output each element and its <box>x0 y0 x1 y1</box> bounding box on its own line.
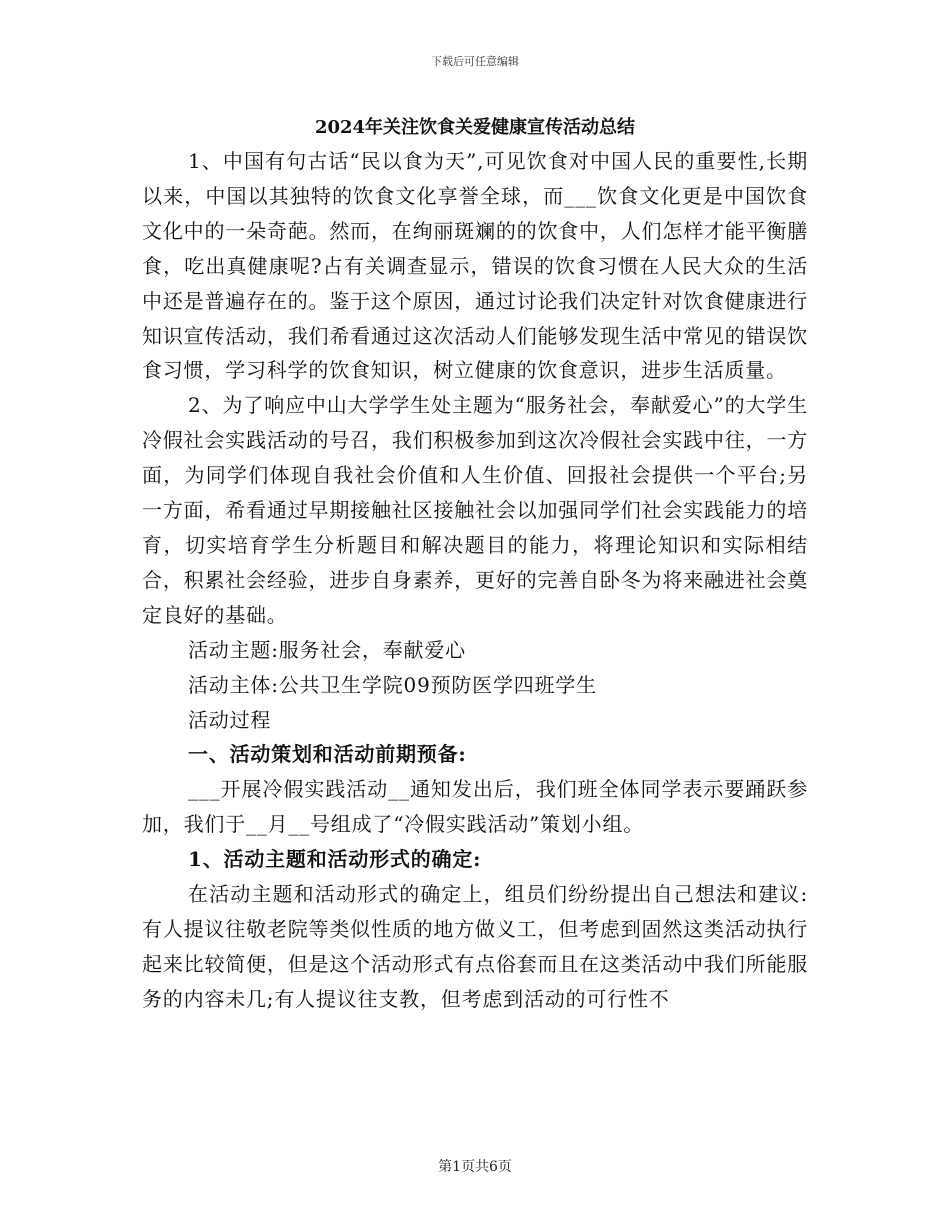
document-title: 2024年关注饮食关爱健康宣传活动总结 <box>314 117 636 138</box>
paragraph-3: ___开展冷假实践活动__通知发出后，我们班全体同学表示要踊跃参加，我们于__月__号组成了“冷假实践活动”策划小组。 <box>142 777 808 837</box>
page-header-note: 下载后可任意编辑 <box>431 55 519 68</box>
page-footer-number: 第1页共6页 <box>438 1159 512 1175</box>
paragraph-2: 2、为了响应中山大学学生处主题为“服务社会，奉献爱心”的大学生冷假社会实践活动的号召，我们积极参加到这次冷假社会实践中往，一方面，为同学们体现自我社会价值和人生价值、回报社会提供一个平台;另一方面，希看通过早期接触社区接触社会以加强同学们社会实践能力的培育，切实培育学生分析题目和解决题目的能力，将理论知识和实际相结合，积累社会经验，进步自身素养，更好的完善自卧冬为将来融进社会奠定良好的基础。 <box>142 393 808 627</box>
activity-subject: 活动主体:公共卫生学院09预防医学四班学生 <box>188 672 597 697</box>
activity-theme: 活动主题:服务社会，奉献爱心 <box>188 637 466 662</box>
section-heading-1: 一、活动策划和活动前期预备: <box>188 742 467 767</box>
paragraph-4: 在活动主题和活动形式的确定上，组员们纷纷提出自己想法和建议:有人提议往敬老院等类似性质的地方做义工，但考虑到固然这类活动执行起来比较简便，但是这个活动形式有点俗套而且在这类活动中我们所能服务的内容未几;有人提议往支教，但考虑到活动的可行性不 <box>142 882 808 1011</box>
paragraph-1: 1、中国有句古话“民以食为天”,可见饮食对中国人民的重要性,长期以来，中国以其独特的饮食文化享誉全球，而___饮食文化更是中国饮食文化中的一朵奇葩。然而，在绚丽斑斓的的饮食中，人们怎样才能平衡膳食，吃出真健康呢?占有关调查显示，错误的饮食习惯在人民大众的生活中还是普遍存在的。鉴于这个原因，通过讨论我们决定针对饮食健康进行知识宣传活动，我们希看通过这次活动人们能够发现生活中常见的错误饮食习惯，学习科学的饮食知识，树立健康的饮食意识，进步生活质量。 <box>142 149 808 383</box>
activity-process-label: 活动过程 <box>188 707 272 732</box>
document-body <box>142 112 808 1017</box>
subsection-heading-1: 1、活动主题和活动形式的确定: <box>188 847 482 872</box>
